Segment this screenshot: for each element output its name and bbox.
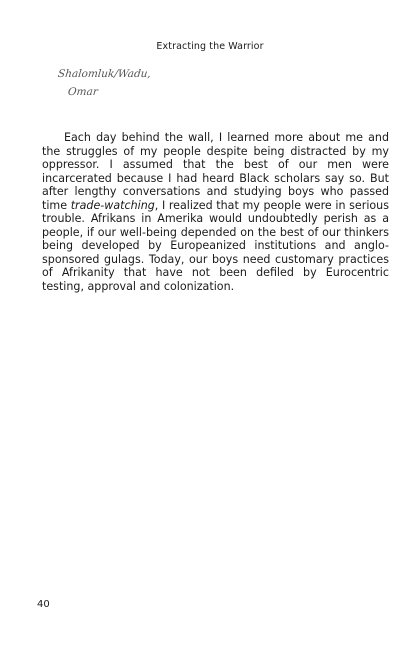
signature-line-2: Omar — [67, 86, 99, 98]
signature-line-1: Shalomluk/Wadu, — [57, 68, 152, 80]
page-number: 40 — [37, 599, 50, 610]
paragraph-emphasis: trade-watching — [70, 198, 155, 212]
handwritten-signature — [58, 68, 218, 104]
paragraph-text-part-1: Each day behind the wall, I learned more about me and the struggles of my people despite being distracted by my oppressor. I assumed that the best of our men were incarcerated because I had heard Black scholars say so. But after lengthy conversations and studying boys who passed time — [42, 131, 389, 212]
running-head: Extracting the Warrior — [156, 41, 264, 52]
paragraph-text-part-2: , I realized that my people were in serious trouble. Afrikans in Amerika would undoubtedly perish as a people, if our well-being depended on the best of our thinkers being developed by Europeanized institutions and anglo-sponsored gulags. Today, our boys need customary practices of Afrikanity that have not been defiled by Eurocentric testing, approval and colonization. — [42, 198, 389, 293]
body-paragraph — [42, 131, 389, 293]
